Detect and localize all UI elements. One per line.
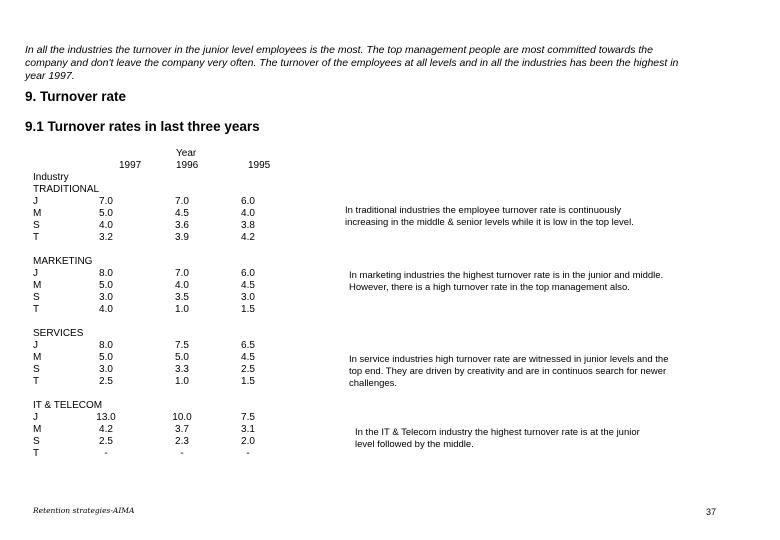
level-label: T (33, 376, 40, 387)
table-cell: 13.0 (96, 412, 116, 423)
level-label: J (33, 196, 38, 207)
table-cell: 6.0 (241, 268, 255, 279)
table-cell: 3.3 (175, 364, 189, 375)
table-cell: 3.8 (241, 220, 255, 231)
level-label: M (33, 424, 42, 435)
table-cell: 1.5 (241, 376, 255, 387)
level-label: J (33, 412, 38, 423)
table-cell: 7.0 (175, 268, 189, 279)
col-header-1995: 1995 (248, 160, 271, 171)
table-cell: 6.5 (241, 340, 255, 351)
table-cell: 1.0 (175, 376, 189, 387)
table-cell: 5.0 (99, 208, 113, 219)
industry-header: Industry (33, 172, 69, 183)
table-cell: 3.9 (175, 232, 189, 243)
subsection-title: 9.1 Turnover rates in last three years (25, 119, 260, 134)
table-cell: 2.3 (175, 436, 189, 447)
table-cell: 3.1 (241, 424, 255, 435)
industry-group-name: MARKETING (33, 256, 93, 267)
year-header: Year (176, 148, 197, 159)
table-cell: 2.0 (241, 436, 255, 447)
level-label: M (33, 352, 42, 363)
level-label: J (33, 340, 38, 351)
table-cell: 3.6 (175, 220, 189, 231)
table-cell: 6.0 (241, 196, 255, 207)
table-cell: 1.0 (175, 304, 189, 315)
level-label: T (33, 448, 40, 459)
table-cell: 4.2 (99, 424, 113, 435)
col-header-1997: 1997 (119, 160, 142, 171)
table-cell: - (104, 448, 108, 459)
industry-note: In traditional industries the employee turnover rate is continuously increasing in the middle & senior levels while it is low in the top level. (345, 205, 634, 228)
level-label: M (33, 208, 42, 219)
table-cell: 7.0 (99, 196, 113, 207)
level-label: T (33, 304, 40, 315)
table-cell: 4.5 (175, 208, 189, 219)
table-cell: 2.5 (99, 376, 113, 387)
table-cell: 7.5 (241, 412, 255, 423)
table-cell: 8.0 (99, 340, 113, 351)
table-cell: 3.0 (99, 292, 113, 303)
footer-source: Retention strategies-AIMA (33, 506, 135, 515)
table-cell: - (180, 448, 184, 459)
table-cell: 3.0 (241, 292, 255, 303)
table-cell: 4.0 (175, 280, 189, 291)
level-label: J (33, 268, 38, 279)
table-cell: 4.5 (241, 352, 255, 363)
industry-group-name: SERVICES (33, 328, 84, 339)
table-cell: 4.0 (99, 304, 113, 315)
table-cell: 2.5 (99, 436, 113, 447)
table-cell: 4.0 (241, 208, 255, 219)
industry-group-name: TRADITIONAL (33, 184, 100, 195)
table-cell: 5.0 (99, 280, 113, 291)
section-title: 9. Turnover rate (25, 89, 127, 104)
table-cell: - (246, 448, 250, 459)
industry-note: In marketing industries the highest turnover rate is in the junior and middle. However, there is a high turnover rate in the top management also. (349, 270, 664, 293)
table-cell: 4.5 (241, 280, 255, 291)
table-cell: 3.0 (99, 364, 113, 375)
table-cell: 4.0 (99, 220, 113, 231)
intro-paragraph: In all the industries the turnover in the junior level employees is the most. The top management people are most committed towards the company and don't leave the company very often. The turnover of the employees at all levels and in all the industries has been the highest in year 1997. (25, 44, 679, 82)
table-cell: 10.0 (172, 412, 192, 423)
table-cell: 7.5 (175, 340, 189, 351)
industry-note: In the IT & Telecom industry the highest turnover rate is at the junior level followed by the middle. (355, 427, 640, 450)
table-cell: 5.0 (175, 352, 189, 363)
level-label: T (33, 232, 40, 243)
page-number: 37 (706, 507, 717, 517)
table-cell: 3.5 (175, 292, 189, 303)
level-label: S (33, 292, 40, 303)
industry-group-name: IT & TELECOM (33, 400, 103, 411)
level-label: S (33, 436, 40, 447)
col-header-1996: 1996 (176, 160, 199, 171)
table-cell: 8.0 (99, 268, 113, 279)
table-cell: 3.2 (99, 232, 113, 243)
table-cell: 5.0 (99, 352, 113, 363)
level-label: M (33, 280, 42, 291)
level-label: S (33, 220, 40, 231)
table-cell: 1.5 (241, 304, 255, 315)
table-cell: 4.2 (241, 232, 255, 243)
industry-note: In service industries high turnover rate are witnessed in junior levels and the top end. They are driven by creativity and are in continuos search for newer challenges. (349, 354, 669, 389)
table-cell: 3.7 (175, 424, 189, 435)
table-cell: 7.0 (175, 196, 189, 207)
table-cell: 2.5 (241, 364, 255, 375)
level-label: S (33, 364, 40, 375)
